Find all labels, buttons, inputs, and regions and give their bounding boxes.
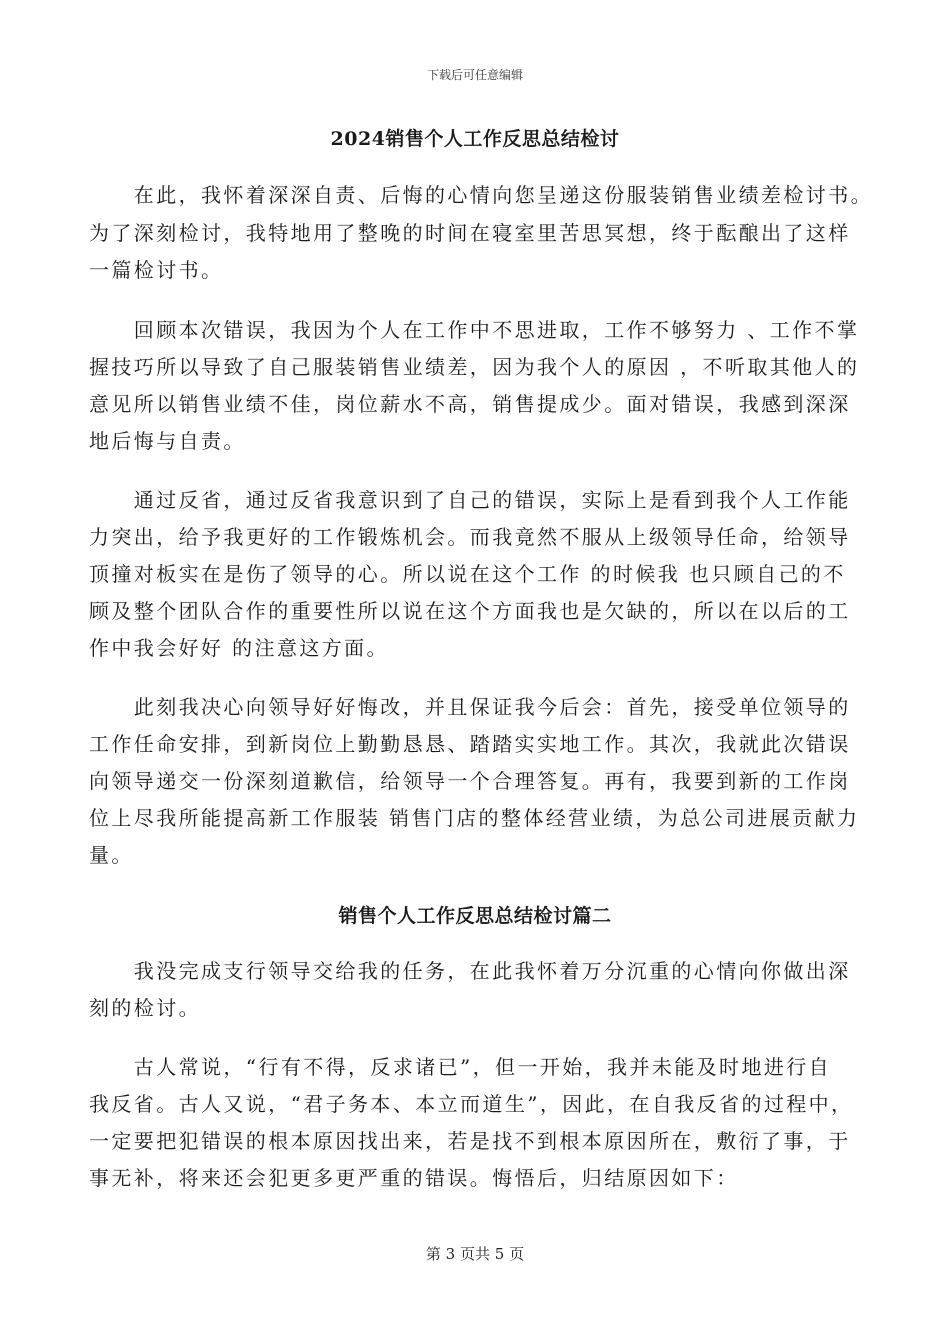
paragraph-line: 工作任命安排，到新岗位上勤勤恳恳、踏踏实实地工作。其次，我就此次错误 xyxy=(89,732,851,756)
page-footer: 第 3 页共 5 页 xyxy=(425,1245,525,1263)
paragraph-line: 此刻我决心向领导好好悔改，并且保证我今后会：首先，接受单位领导的 xyxy=(89,695,851,719)
paragraph-line: 顶撞对板实在是伤了领导的心。所以说在这个工作 的时候我 也只顾自己的不 xyxy=(89,562,846,586)
paragraph-line: 握技巧所以导致了自己服装销售业绩差，因为我个人的原因 ，不听取其他人的 xyxy=(89,355,860,379)
paragraph-line: 意见所以销售业绩不佳，岗位薪水不高，销售提成少。面对错误，我感到深深 xyxy=(89,392,851,416)
paragraph-line: 位上尽我所能提高新工作服装 销售门店的整体经营业绩，为总公司进展贡献力 xyxy=(89,806,860,830)
paragraph-line: 顾及整个团队合作的重要性所以说在这个方面我也是欠缺的，所以在以后的工 xyxy=(89,599,851,623)
paragraph-line: 我没完成支行领导交给我的任务，在此我怀着万分沉重的心情向你做出深 xyxy=(89,959,851,983)
paragraph-line: 地后悔与自责。 xyxy=(89,429,246,453)
paragraph-line: 力突出，给予我更好的工作锻炼机会。而我竟然不服从上级领导任命，给领导 xyxy=(89,525,851,549)
page-header: 下载后可任意编辑 xyxy=(426,68,523,82)
paragraph-line: 作中我会好好 的注意这方面。 xyxy=(89,636,389,660)
paragraph-line: 向领导递交一份深刻道歉信，给领导一个合理答复。再有，我要到新的工作岗 xyxy=(89,769,851,793)
paragraph-line: 通过反省，通过反省我意识到了自己的错误，实际上是看到我个人工作能 xyxy=(89,488,851,512)
paragraph-line: 一篇检讨书。 xyxy=(89,258,224,282)
paragraph-line: 量。 xyxy=(89,843,134,867)
paragraph-line: 刻的检讨。 xyxy=(89,996,201,1020)
paragraph-line: 回顾本次错误，我因为个人在工作中不思进取，工作不够努力 、工作不掌 xyxy=(89,318,860,342)
paragraph-line: 在此，我怀着深深自责、后悔的心情向您呈递这份服装销售业绩差检讨书。 xyxy=(89,183,873,207)
document-title: 2024销售个人工作反思总结检讨 xyxy=(330,128,620,150)
paragraph-line: 古人常说，“行有不得，反求诸已”，但一开始，我并未能及时地进行自 xyxy=(89,1055,832,1079)
paragraph-line: 我反省。古人又说，“君子务本、本立而道生”，因此，在自我反省的过程中， xyxy=(89,1092,854,1116)
section-title: 销售个人工作反思总结检讨篇二 xyxy=(338,905,612,927)
paragraph-line: 一定要把犯错误的根本原因找出来，若是找不到根本原因所在，敷衍了事，于 xyxy=(89,1129,851,1153)
paragraph-line: 为了深刻检讨，我特地用了整晚的时间在寝室里苦思冥想，终于酝酿出了这样 xyxy=(89,221,851,245)
paragraph-line: 事无补，将来还会犯更多更严重的错误。悔悟后，归结原因如下： xyxy=(89,1166,739,1190)
